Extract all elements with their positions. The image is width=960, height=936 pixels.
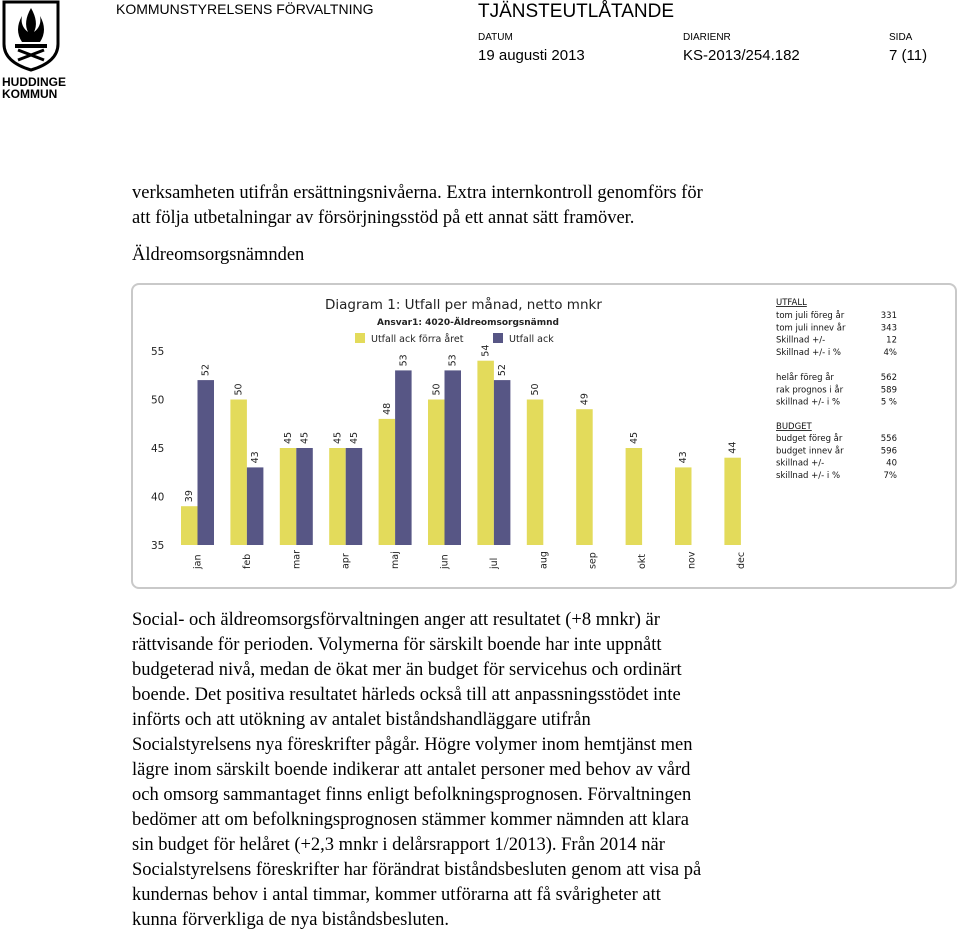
panel-row-value: 5 % — [880, 397, 897, 408]
bar — [576, 409, 593, 545]
body-line: rättvisande för perioden. Volymerna för särskilt boende har inte uppnått — [132, 635, 662, 655]
bar-value-label: 43 — [678, 451, 690, 464]
x-tick-label: aug — [538, 551, 550, 569]
bar-value-label: 45 — [332, 431, 344, 444]
panel-row-value: 331 — [880, 311, 897, 321]
logo-line2: KOMMUN — [2, 87, 58, 101]
panel-row-value: 562 — [880, 373, 897, 383]
chart-legend — [355, 333, 554, 345]
section-title: Äldreomsorgsnämnden — [132, 245, 305, 265]
bar-value-label: 50 — [530, 383, 542, 396]
intro-paragraph — [132, 181, 822, 231]
x-tick-label: dec — [735, 551, 747, 569]
bar — [247, 467, 264, 545]
panel-row-value: 12 — [886, 335, 897, 346]
bar-value-label: 48 — [381, 402, 393, 415]
bar — [626, 448, 643, 545]
date-label: DATUM — [478, 32, 513, 43]
chart-frame — [131, 283, 957, 589]
x-tick-label: mar — [291, 550, 303, 569]
bar — [724, 458, 741, 545]
ref-value: KS-2013/254.182 — [683, 47, 800, 64]
x-tick-label: jan — [192, 554, 204, 569]
body-line: kunna förverkliga de nya biståndsbesluten. — [132, 910, 449, 930]
bar-value-label: 53 — [398, 354, 410, 367]
panel-row-value: 596 — [880, 446, 897, 457]
body-line: sin budget för helåret (+2,3 mnkr i delårsrapport 1/2013). Från 2014 när — [132, 835, 665, 855]
x-tick-label: jul — [488, 557, 500, 569]
panel-row-value: 4% — [883, 347, 897, 358]
panel-row-label: budget innev år — [776, 446, 844, 457]
panel-row-label: tom juli föreg år — [776, 311, 845, 321]
panel-row-label: Skillnad +/- — [776, 335, 826, 346]
bar — [477, 361, 494, 545]
panel-row-value: 589 — [880, 385, 897, 396]
x-tick-label: apr — [340, 553, 352, 569]
x-tick-label: maj — [390, 551, 402, 569]
legend-swatch — [355, 333, 365, 343]
panel-row-label: Skillnad +/- i % — [776, 347, 841, 358]
document-type: TJÄNSTEUTLÅTANDE — [478, 1, 675, 22]
panel-row-value: 7% — [883, 470, 897, 481]
bar-chart — [133, 285, 955, 587]
x-tick-label: jun — [439, 554, 451, 569]
panel-row-value: 556 — [880, 434, 897, 444]
bars — [181, 345, 741, 545]
bar — [395, 370, 412, 545]
x-tick-label: feb — [241, 553, 253, 569]
bar — [329, 448, 346, 545]
panel-row-label: budget föreg år — [776, 434, 843, 444]
y-tick-label: 45 — [151, 443, 165, 455]
body-line: budgeterad nivå, medan de ökat mer än budget för servicehus och ordinärt — [132, 660, 682, 680]
summary-panel — [776, 298, 897, 481]
x-tick-label: sep — [587, 552, 599, 569]
y-tick-label: 55 — [151, 346, 165, 358]
panel-row-label: skillnad +/- i % — [776, 470, 841, 481]
chart-subtitle: Ansvar1: 4020-Äldreomsorgsnämnd — [377, 318, 559, 328]
bar — [296, 448, 313, 545]
legend-label: Utfall ack — [509, 334, 554, 345]
intro-line: verksamheten utifrån ersättningsnivåerna. Extra internkontroll genomförs för — [132, 183, 703, 203]
bar-value-label: 50 — [431, 383, 443, 396]
bar-value-label: 52 — [200, 364, 212, 377]
panel-row-label: skillnad +/- — [776, 458, 825, 469]
body-line: och omsorg sammantaget finns enligt befolkningsprognosen. Förvaltningen — [132, 785, 692, 805]
legend-swatch — [493, 333, 503, 343]
bar-value-label: 50 — [233, 383, 245, 396]
bar — [428, 400, 445, 546]
bar — [379, 419, 396, 545]
bar — [527, 400, 544, 546]
panel-row-value: 40 — [886, 458, 897, 469]
body-line: bedömer att om befolkningsprognosen stämmer kommer nämnden att klara — [132, 810, 689, 830]
y-tick-label: 40 — [151, 491, 165, 504]
page-label: SIDA — [889, 32, 913, 43]
bar-value-label: 43 — [250, 451, 262, 464]
bar — [494, 380, 511, 545]
bar — [181, 506, 198, 545]
bar-value-label: 44 — [727, 441, 739, 454]
panel-row-label: rak prognos i år — [776, 385, 844, 396]
body-line: kundernas behov i antal timmar, kommer utförarna att få svårigheter att — [132, 885, 661, 905]
panel-row-label: helår föreg år — [776, 373, 834, 383]
page-value: 7 (11) — [889, 47, 928, 64]
panel-row-label: tom juli innev år — [776, 323, 846, 334]
bar — [198, 380, 215, 545]
body-line: Socialstyrelsens nya föreskrifter pågår. Högre volymer inom hemtjänst men — [132, 735, 693, 755]
y-axis — [151, 346, 164, 552]
body-line: lägre inom särskilt boende indikerar att antalet personer med behov av vård — [132, 760, 691, 780]
bar — [280, 448, 297, 545]
coat-of-arms-icon — [0, 0, 62, 72]
body-line: Social- och äldreomsorgsförvaltningen anger att resultatet (+8 mnkr) är — [132, 610, 660, 630]
x-axis — [193, 550, 747, 570]
body-line: boende. Det positiva resultatet härleds också till att anpassningsstödet inte — [132, 685, 681, 705]
bar-value-label: 52 — [497, 364, 509, 377]
ref-label: DIARIENR — [683, 32, 731, 43]
x-tick-label: okt — [637, 553, 649, 569]
body-line: Socialstyrelsens föreskrifter har förändrat biståndsbesluten genom att visa på — [132, 860, 702, 880]
panel-row-label: skillnad +/- i % — [776, 397, 841, 408]
bar-value-label: 45 — [348, 431, 360, 444]
panel-heading: UTFALL — [776, 298, 807, 308]
panel-row-value: 343 — [880, 323, 897, 334]
org-name: KOMMUNSTYRELSENS FÖRVALTNING — [116, 1, 374, 17]
x-tick-label: nov — [686, 551, 698, 569]
bar-value-label: 45 — [628, 431, 640, 444]
body-line: införts och att utökning av antalet biståndshandläggare utifrån — [132, 710, 591, 730]
bar-value-label: 54 — [480, 344, 492, 357]
intro-line: att följa utbetalningar av försörjningsstöd på ett annat sätt framöver. — [132, 208, 635, 228]
bar — [445, 370, 462, 545]
bar — [230, 400, 247, 546]
logo-line1: HUDDINGE — [2, 75, 67, 89]
bar-value-label: 45 — [299, 431, 311, 444]
bar-value-label: 45 — [283, 431, 295, 444]
bar-value-label: 49 — [579, 393, 591, 406]
body-paragraph — [132, 608, 822, 933]
y-tick-label: 50 — [151, 394, 165, 407]
bar-value-label: 39 — [184, 490, 196, 503]
bar-value-label: 53 — [447, 354, 459, 367]
bar — [675, 467, 692, 545]
huddinge-logo — [0, 0, 70, 100]
bar — [346, 448, 363, 545]
legend-label: Utfall ack förra året — [371, 334, 464, 345]
date-value: 19 augusti 2013 — [478, 47, 585, 64]
panel-heading: BUDGET — [776, 422, 812, 432]
chart-title: Diagram 1: Utfall per månad, netto mnkr — [325, 297, 602, 313]
y-tick-label: 35 — [151, 540, 165, 552]
